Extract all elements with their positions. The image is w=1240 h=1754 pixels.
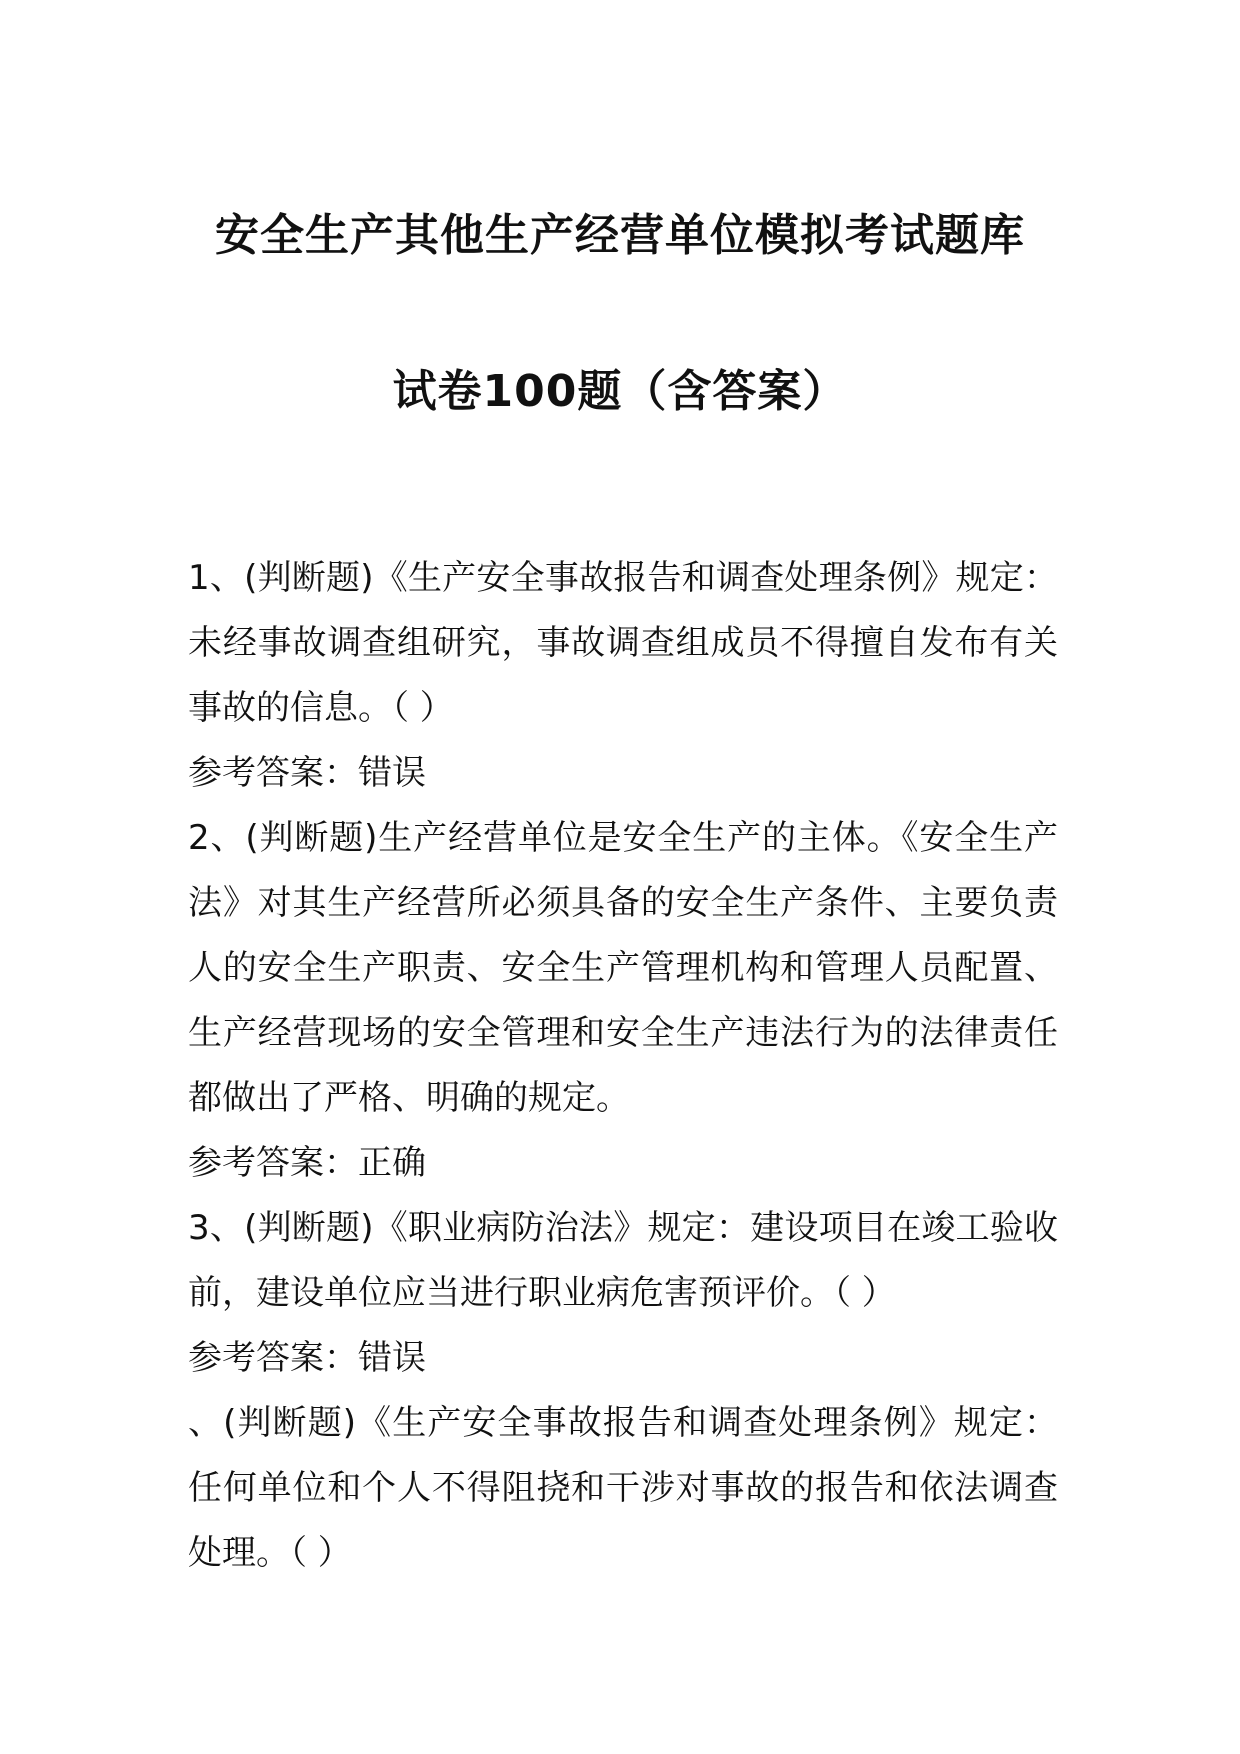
question-4-text: 、(判断题)《生产安全事故报告和调查处理条例》规定：任何单位和个人不得阻挠和干涉对事故的报告和依法调查处理。（ ） xyxy=(188,1403,1058,1573)
question-3-answer: 参考答案：错误 xyxy=(188,1338,426,1378)
document-title-line-2: 试卷100题（含答案） xyxy=(392,366,848,417)
question-1-answer: 参考答案：错误 xyxy=(188,753,426,793)
document-title-line-1: 安全生产其他生产经营单位模拟考试题库 xyxy=(215,210,1025,261)
question-3-text: 3、(判断题)《职业病防治法》规定：建设项目在竣工验收前，建设单位应当进行职业病危害预评价。（ ） xyxy=(188,1208,1058,1313)
question-list xyxy=(188,546,1058,1586)
question-1-text: 1、(判断题)《生产安全事故报告和调查处理条例》规定：未经事故调查组研究，事故调查组成员不得擅自发布有关事故的信息。（ ） xyxy=(188,558,1058,728)
question-2-text: 2、(判断题)生产经营单位是安全生产的主体。《安全生产法》对其生产经营所必须具备的安全生产条件、主要负责人的安全生产职责、安全生产管理机构和管理人员配置、生产经营现场的安全管理和安全生产违法行为的法律责任都做出了严格、明确的规定。 xyxy=(188,818,1058,1118)
question-2-answer: 参考答案：正确 xyxy=(188,1143,426,1183)
